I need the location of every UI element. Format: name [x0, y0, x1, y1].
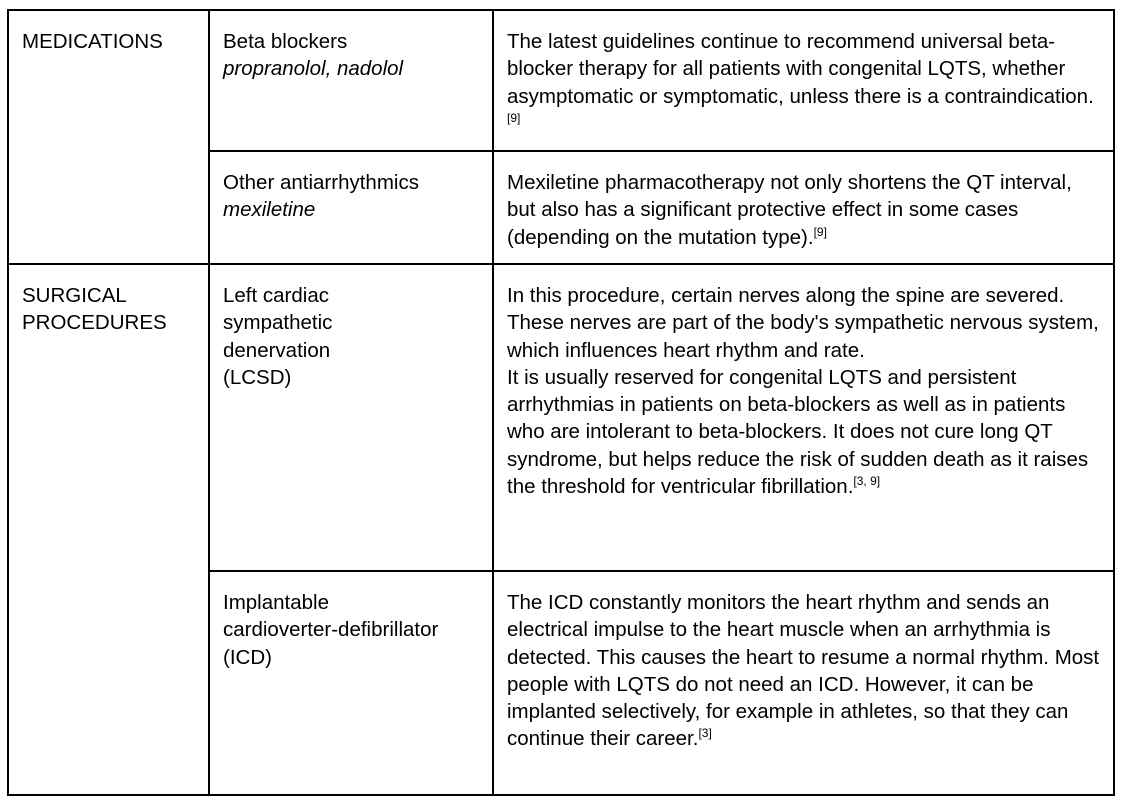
description-text: The latest guidelines continue to recommend universal beta-blocker therapy for all patients with congenital LQTS, whether asymptomatic or symptomatic, unless there is a contraindication.[9]: [507, 30, 1094, 125]
treatment-name: Beta blockers: [223, 30, 348, 53]
description-cell: [493, 571, 1114, 795]
category-cell-surgical: [8, 264, 209, 795]
description-text: In this procedure, certain nerves along the spine are severed. These nerves are part of the body's sympathetic nervous system, which influences heart rhythm and rate.: [507, 284, 1099, 362]
description-cell: [493, 151, 1114, 264]
citation-ref: [3, 9]: [853, 474, 881, 489]
treatment-cell: [209, 264, 493, 571]
category-label: SURGICAL PROCEDURES: [22, 284, 167, 335]
category-label: MEDICATIONS: [22, 30, 163, 53]
citation-ref: [9]: [507, 110, 521, 125]
treatment-name: Left cardiac sympathetic denervation (LCSD): [223, 284, 333, 389]
description-cell: [493, 264, 1114, 571]
drug-names: mexiletine: [223, 198, 316, 222]
citation-ref: [3]: [698, 726, 712, 741]
treatment-cell: [209, 151, 493, 264]
treatment-cell: [209, 571, 493, 795]
citation-ref: [9]: [813, 224, 827, 239]
description-text: The ICD constantly monitors the heart rhythm and sends an electrical impulse to the heart muscle when an arrhythmia is detected. This causes the heart to resume a normal rhythm. Most people with LQTS do not need an ICD. However, it can be implanted selectively, for example in athletes, so that they can continue their career.[3]: [507, 591, 1100, 751]
treatment-table: [7, 9, 1115, 796]
treatment-name: Implantable cardioverter-defibrillator (ICD): [223, 591, 439, 669]
treatment-cell: [209, 10, 493, 151]
description-text: It is usually reserved for congenital LQTS and persistent arrhythmias in patients on beta-blockers as well as in patients who are intolerant to beta-blockers. It does not cure long QT syndrome, but helps reduce the risk of sudden death as it raises the threshold for ventricular fibrillation.[3, 9]: [507, 365, 1089, 499]
category-cell-medications: [8, 10, 209, 264]
drug-names: propranolol, nadolol: [223, 57, 404, 81]
description-cell: [493, 10, 1114, 151]
treatment-name: Other antiarrhythmics: [223, 171, 419, 194]
table-row: [8, 264, 1114, 571]
table-row: [8, 10, 1114, 151]
description-text: Mexiletine pharmacotherapy not only shortens the QT interval, but also has a significant protective effect in some cases (depending on the mutation type).[9]: [507, 171, 1072, 249]
